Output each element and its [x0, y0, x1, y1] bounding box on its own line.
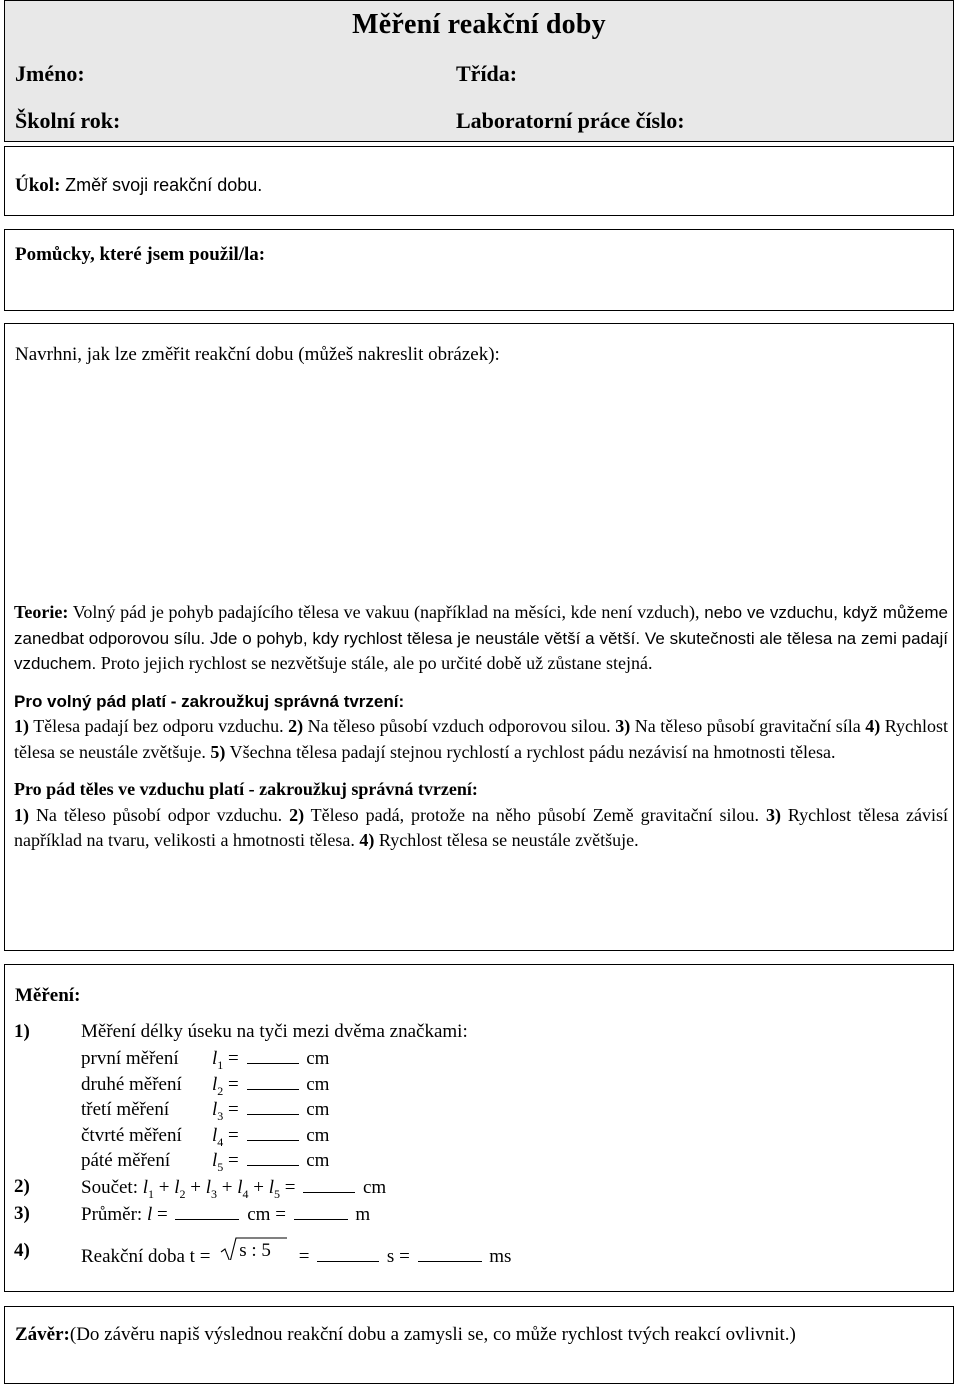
theory-label: Teorie: — [14, 602, 69, 622]
unit-label: cm — [306, 1099, 330, 1120]
unit-label: cm — [306, 1124, 330, 1146]
free-fall-question-title: Pro volný pád platí - zakroužkuj správná tvrzení: — [14, 691, 405, 711]
unit-label: cm — [363, 1177, 387, 1198]
unit-label: cm — [247, 1204, 271, 1225]
worksheet-header — [4, 0, 954, 142]
length-symbol: l — [212, 1073, 218, 1095]
statement-number: 4) — [865, 716, 881, 736]
statement-number: 1) — [14, 716, 29, 736]
statement-number: 1) — [14, 804, 29, 825]
statement-text[interactable]: Všechna tělesa padají stejnou rychlostí a rychlost pádu nezávisí na hmotnosti tělesa. — [229, 741, 836, 762]
design-prompt: Navrhni, jak lze změřit reakční dobu (můžeš nakreslit obrázek): — [15, 344, 500, 365]
length-blank[interactable] — [247, 1124, 299, 1141]
length-symbol: l — [212, 1048, 218, 1069]
step-number: 1) — [14, 1021, 30, 1042]
theory-paragraph-part1: Volný pád je pohyb padajícího tělesa ve vakuu (například na měsíci, kde není vzduch), — [72, 602, 700, 622]
measurement-row: druhé měření $l_2$ = cm — [81, 1073, 330, 1098]
measurement-row-label: druhé měření — [81, 1073, 182, 1095]
lab-number-field-label: Laboratorní práce číslo: — [456, 108, 685, 133]
length-blank[interactable] — [247, 1073, 299, 1090]
tools-label: Pomůcky, které jsem použil/la: — [15, 244, 266, 265]
measurement-row-label: páté měření — [81, 1150, 171, 1171]
unit-label: cm — [306, 1048, 330, 1069]
statement-text[interactable]: Rychlost tělesa se neustále zvětšuje. — [378, 830, 639, 850]
conclusion-label: Závěr: — [15, 1324, 70, 1345]
measurement-row: čtvrté měření $l_4$ = cm — [81, 1124, 330, 1149]
length-symbol: l — [212, 1099, 218, 1120]
average-cm-blank[interactable] — [175, 1203, 239, 1220]
length-symbol: l — [212, 1150, 218, 1171]
statement-number: 3) — [615, 716, 631, 736]
statement-number: 2) — [288, 716, 304, 736]
measurement-label: Měření: — [15, 985, 81, 1006]
statement-number: 3) — [765, 804, 781, 825]
average-label: Průměr: — [81, 1204, 143, 1225]
length-index: 4 — [217, 1134, 224, 1149]
reaction-time-label: Reakční doba t = — [81, 1246, 211, 1267]
class-field-label: Třída: — [456, 61, 518, 86]
theory-paragraph-part2: nebo ve vzduchu, když můžeme zanedbat odporovou sílu. Jde o pohyb, kdy rychlost tělesa je neustále větší a větší. Ve skutečnosti ale tělesa na zemi padají vzduchem. — [14, 603, 948, 673]
statement-text[interactable]: Rychlost tělesa se neustále zvětšuje. — [14, 716, 949, 762]
statement-text[interactable]: Na těleso působí gravitační síla — [634, 716, 861, 736]
measurement-row-label: třetí měření — [81, 1099, 170, 1120]
length-index: 3 — [217, 1108, 224, 1123]
measurement-row: páté měření $l_5$ = cm — [81, 1150, 330, 1174]
conclusion-section — [4, 1306, 954, 1384]
conclusion-text: (Do závěru napiš výslednou reakční dobu a zamysli se, co může rychlost tvých reakcí ovlivnit.) — [69, 1324, 796, 1345]
statement-text[interactable]: Těleso padá, protože na něho působí Země gravitační silou. — [310, 804, 760, 825]
statement-number: 5) — [210, 741, 226, 762]
length-index: 1 — [217, 1057, 224, 1072]
theory-paragraph-part3: Proto jejich rychlost se nezvětšuje stále, ale po určité době už zůstane stejná. — [100, 653, 653, 673]
statement-text[interactable]: Na těleso působí vzduch odporovou silou. — [307, 716, 611, 736]
measurement-row: první měření $l_1$ = cm — [81, 1048, 330, 1072]
statement-number: 2) — [289, 804, 305, 825]
measurement-row: třetí měření $l_3$ = cm — [81, 1099, 330, 1123]
statement-text[interactable]: Na těleso působí odpor vzduchu. — [35, 804, 283, 825]
task-label: Úkol: — [15, 175, 61, 196]
unit-label: ms — [489, 1246, 512, 1267]
drawing-area[interactable] — [5, 384, 953, 591]
step-number: 4) — [14, 1240, 30, 1261]
statement-text[interactable]: Rychlost tělesa závisí například na tvaru, velikosti a hmotnosti tělesa. — [14, 804, 948, 850]
average-m-blank[interactable] — [294, 1203, 348, 1220]
air-fall-question-title: Pro pád těles ve vzduchu platí - zakroužkuj správná tvrzení: — [14, 779, 478, 799]
measurement-row-label: první měření — [81, 1048, 179, 1069]
sum-label: Součet: — [81, 1177, 138, 1198]
statement-number: 4) — [359, 830, 375, 850]
square-root-expression — [215, 1240, 289, 1266]
statement-text[interactable]: Tělesa padají bez odporu vzduchu. — [33, 716, 284, 736]
step-text: Měření délky úseku na tyči mezi dvěma značkami: — [81, 1021, 468, 1042]
air-fall-statements — [14, 803, 948, 854]
unit-label: cm — [306, 1150, 330, 1171]
task-section — [4, 146, 954, 216]
theory-text — [14, 600, 948, 854]
length-index: 5 — [217, 1159, 224, 1174]
length-blank[interactable] — [247, 1149, 299, 1166]
length-blank[interactable] — [247, 1098, 299, 1115]
tools-section — [4, 229, 954, 311]
measurement-row-label: čtvrté měření — [81, 1124, 182, 1146]
reaction-time-s-blank[interactable] — [317, 1245, 379, 1262]
school-year-field-label: Školní rok: — [15, 108, 121, 133]
free-fall-statements — [14, 714, 948, 765]
sqrt-content: s : 5 — [239, 1240, 271, 1261]
task-text: Změř svoji reakční dobu. — [65, 175, 263, 195]
sum-blank[interactable] — [303, 1176, 355, 1193]
unit-label: cm — [306, 1073, 330, 1095]
length-symbol: l — [212, 1124, 218, 1146]
unit-label: s — [386, 1246, 395, 1267]
step-number: 2) — [14, 1176, 30, 1197]
length-blank[interactable] — [247, 1047, 299, 1064]
unit-label: m — [355, 1204, 371, 1225]
reaction-time-ms-blank[interactable] — [418, 1245, 482, 1262]
step-number: 3) — [14, 1203, 30, 1224]
length-index: 2 — [217, 1083, 224, 1098]
page-title: Měření reakční doby — [352, 9, 606, 40]
name-field-label: Jméno: — [15, 61, 85, 86]
